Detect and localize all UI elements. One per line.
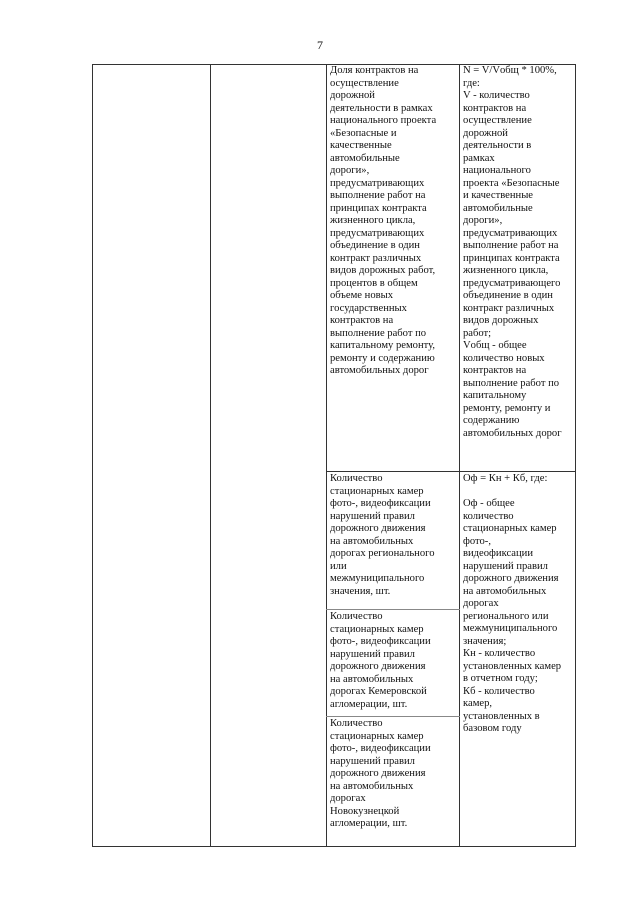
- text-line: ремонту и содержанию: [330, 352, 435, 364]
- text-line: межмуниципального: [330, 573, 425, 584]
- text-line: установленных в: [463, 710, 540, 722]
- text-line: нарушений правил: [330, 648, 415, 660]
- text-line: дорогах: [330, 793, 366, 804]
- text-line: государственных: [330, 302, 407, 314]
- text-line: Кб - количество: [463, 685, 535, 697]
- text-line: дорожного движения: [463, 573, 559, 584]
- table-left-border: [92, 64, 93, 847]
- text-line: количество новых: [463, 352, 545, 364]
- text-line: на автомобильных: [330, 780, 414, 792]
- text-line: контрактов на: [463, 102, 527, 114]
- text-line: осуществление: [463, 115, 532, 126]
- text-line: контракт различных: [463, 302, 555, 314]
- text-line: предусматривающего: [463, 277, 561, 289]
- text-line: Количество: [330, 611, 383, 622]
- text-line: принципах контракта: [463, 252, 560, 264]
- formula-cameras: [459, 472, 576, 846]
- text-line: Количество: [330, 473, 383, 484]
- text-line: качественные: [330, 140, 392, 151]
- text-line: на автомобильных: [330, 535, 414, 547]
- text-line: агломерации, шт.: [330, 818, 408, 829]
- text-line: процентов в общем: [330, 277, 418, 289]
- text-line: принципах контракта: [330, 202, 427, 214]
- text-line: дорожного движения: [330, 523, 426, 534]
- text-line: Количество: [330, 718, 383, 729]
- text-line: осуществление: [330, 77, 399, 89]
- text-line: на автомобильных: [463, 585, 547, 597]
- text-line: где:: [463, 77, 480, 89]
- text-line: проекта «Безопасные: [463, 177, 560, 189]
- text-line: нарушений правил: [463, 560, 548, 572]
- text-line: автомобильных дорог: [330, 365, 429, 376]
- text-line: выполнение работ на: [330, 190, 426, 201]
- text-line: выполнение работ по: [330, 327, 427, 339]
- text-line: предусматривающих: [330, 227, 425, 239]
- text-line: стационарных камер: [330, 485, 424, 497]
- text-line: камер,: [463, 698, 493, 709]
- text-line: фото-, видеофиксации: [330, 636, 431, 647]
- text-line: Новокузнецкой: [330, 805, 400, 817]
- text-line: агломерации, шт.: [330, 698, 408, 710]
- text-line: дорожной: [330, 90, 375, 101]
- text-line: автомобильных дорог: [463, 427, 562, 439]
- text-line: стационарных камер: [463, 523, 557, 534]
- text-line: дорожного движения: [330, 661, 426, 672]
- text-line: автомобильные: [463, 202, 533, 214]
- text-line: контрактов на: [463, 365, 527, 376]
- text-line: капитальному ремонту,: [330, 340, 436, 351]
- text-line: дороги»,: [330, 165, 370, 176]
- text-line: выполнение работ по: [463, 377, 560, 389]
- text-line: автомобильные: [330, 152, 400, 164]
- text-line: дорогах регионального: [330, 548, 435, 559]
- text-line: Доля контрактов на: [330, 65, 419, 76]
- text-line: Оф - общее: [463, 498, 515, 509]
- text-line: стационарных камер: [330, 623, 424, 635]
- text-line: дорогах: [463, 598, 499, 609]
- text-line: жизненного цикла,: [330, 215, 416, 226]
- text-line: Кн - количество: [463, 648, 536, 659]
- indicator-contracts-share: [326, 64, 460, 471]
- text-line: базовом году: [463, 723, 522, 734]
- text-line: объединение в один: [330, 240, 420, 251]
- text-line: установленных камер: [463, 660, 562, 672]
- text-line: предусматривающих: [463, 227, 558, 239]
- text-line: дороги»,: [463, 215, 503, 226]
- text-line: капитальному: [463, 390, 527, 401]
- text-line: контрактов на: [330, 315, 394, 326]
- text-line: рамках: [463, 152, 495, 164]
- text-line: фото-, видеофиксации: [330, 743, 431, 754]
- text-line: количество: [463, 510, 514, 522]
- text-line: объеме новых: [330, 290, 394, 301]
- table-bottom-border: [92, 846, 575, 847]
- text-line: межмуниципального: [463, 623, 558, 634]
- text-line: значения, шт.: [330, 585, 391, 597]
- text-line: нарушений правил: [330, 755, 415, 767]
- text-line: значения;: [463, 635, 507, 647]
- text-line: деятельности в: [463, 140, 532, 151]
- text-line: регионального или: [463, 610, 549, 622]
- text-line: V - количество: [463, 90, 530, 101]
- text-line: выполнение работ на: [463, 240, 559, 251]
- text-line: или: [330, 560, 347, 572]
- page-number: 7: [317, 38, 323, 52]
- text-line: стационарных камер: [330, 730, 424, 742]
- text-line: объединение в один: [463, 290, 553, 301]
- indicator-cameras-novokuznetsk: [326, 717, 460, 846]
- text-line: дорогах Кемеровской: [330, 686, 427, 697]
- text-line: ремонту, ремонту и: [463, 402, 551, 414]
- text-line: национального: [463, 165, 531, 176]
- text-line: содержанию: [463, 415, 520, 426]
- text-line: на автомобильных: [330, 673, 414, 685]
- text-line: фото-, видеофиксации: [330, 498, 431, 509]
- text-line: видов дорожных: [463, 315, 539, 326]
- text-line: дорожной: [463, 127, 508, 139]
- column-divider-1: [210, 64, 211, 847]
- text-line: национального проекта: [330, 115, 437, 126]
- indicator-cameras-kemerovo: [326, 610, 460, 716]
- text-line: в отчетном году;: [463, 673, 538, 684]
- text-line: предусматривающих: [330, 177, 425, 189]
- text-line: работ;: [463, 327, 492, 339]
- text-line: Оф = Кн + Кб, где:: [463, 473, 548, 484]
- formula-contracts-share: [459, 64, 576, 471]
- text-line: видов дорожных работ,: [330, 265, 436, 276]
- indicator-cameras-regional: [326, 472, 460, 609]
- text-line: видеофиксации: [463, 548, 534, 559]
- text-line: «Безопасные и: [330, 127, 397, 139]
- text-line: N = V/Vобщ * 100%,: [463, 65, 557, 76]
- text-line: контракт различных: [330, 252, 422, 264]
- text-line: нарушений правил: [330, 510, 415, 522]
- text-line: жизненного цикла,: [463, 265, 549, 276]
- text-line: деятельности в рамках: [330, 102, 433, 114]
- text-line: [463, 486, 573, 499]
- text-line: фото-,: [463, 535, 491, 547]
- text-line: и качественные: [463, 190, 534, 201]
- text-line: Vобщ - общее: [463, 340, 527, 351]
- text-line: дорожного движения: [330, 768, 426, 779]
